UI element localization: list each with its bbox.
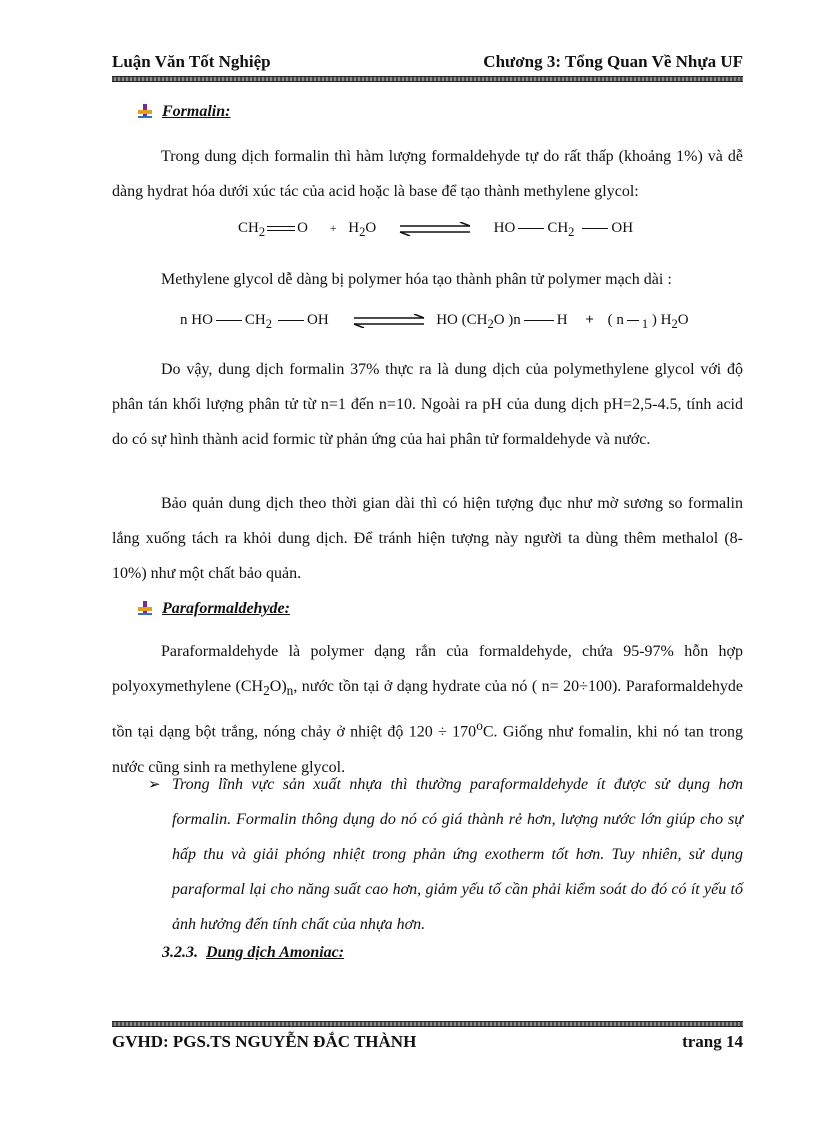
equation-1: $CH_2$ $O + H_2O$ HO $CH_2$ OH (238, 220, 634, 239)
ammonia-title: Dung dịch Amoniac: (206, 944, 345, 961)
footer-rule (112, 1021, 743, 1027)
paragraph-2: Methylene glycol dễ dàng bị polymer hóa tạo thành phân tử polymer mạch dài : (161, 271, 672, 288)
paragraph-4: Bảo quản dung dịch theo thời gian dài thì có hiện tượng đục như mờ sương so formalin lắng xuống tách ra khỏi dung dịch. Để tránh hiện tượng này người ta dùng thêm methalol (8- 10%) như một chất bảo quản. (112, 495, 743, 582)
footer-right: trang 14 (682, 1032, 743, 1051)
bullet-arrow-icon (138, 104, 152, 118)
paraform-title: Paraformaldehyde: (162, 600, 290, 617)
formalin-heading (138, 104, 152, 123)
footer-left: GVHD: PGS.TS NGUYỄN ĐẮC THÀNH (112, 1032, 417, 1051)
paragraph-5: Paraformaldehyde là polymer dạng rắn của formaldehyde, chứa 95-97% hỗn hợp polyoxymethylene $(CH_2O)_n$, nước tồn tại ở dạng hydrate của nó ( n= 20÷100). Paraformaldehyde tồn tại dạng bột trắng, nóng chảy ở nhiệt độ $120 \div 170^oC$. Giống như fomalin, khi nó tan trong nước cũng sinh ra methylene glycol. (112, 643, 744, 776)
paragraph-1: Trong dung dịch formalin thì hàm lượng formaldehyde tự do rất thấp (khoảng 1%) và dễ dàng hydrat hóa dưới xúc tác của acid hoặc là base để tạo thành methylene glycol: (112, 148, 743, 200)
header-right: Chương 3: Tổng Quan Về Nhựa UF (483, 52, 743, 71)
equilibrium-arrow-icon-2 (352, 314, 426, 328)
equilibrium-arrow-icon (398, 222, 472, 236)
ammonia-heading (162, 944, 344, 962)
paragraph-3: Do vậy, dung dịch formalin 37% thực ra là dung dịch của polymethylene glycol với độ phân tán khối lượng phân tử từ n=1 đến n=10. Ngoài ra pH của dung dịch pH=2,5-4.5, tính acid do có sự hình thành acid formic từ phản ứng của hai phân tử formaldehyde và nước. (112, 361, 743, 448)
header-left: Luận Văn Tốt Nghiệp (112, 52, 271, 71)
bullet-arrow-icon-2 (138, 601, 152, 615)
header-rule (112, 76, 743, 82)
formalin-title: Formalin: (162, 103, 231, 120)
note-bullet-icon: ➢ (148, 777, 161, 793)
note-paragraph: Trong lĩnh vực sản xuất nhựa thì thường paraformaldehyde ít được sử dụng hơn formalin. Formalin thông dụng do nó có giá thành rẻ hơn, lượng nước lớn giúp cho sự hấp thu và giải phóng nhiệt trong phản ứng exotherm tốt hơn. Tuy nhiên, sử dụng paraformal lại cho năng suất cao hơn, giảm yếu tố cần phải kiểm soát do đó có ít yếu tố ảnh hưởng đến tính chất của nhựa hơn. (172, 776, 743, 933)
ammonia-number: 3.2.3. (162, 944, 198, 961)
equation-2: n HO $CH_2$ OH HO ($CH_2O$ )n H + ( n $_1$ ) $H_2O$ (180, 312, 689, 331)
paraform-heading (138, 601, 152, 620)
